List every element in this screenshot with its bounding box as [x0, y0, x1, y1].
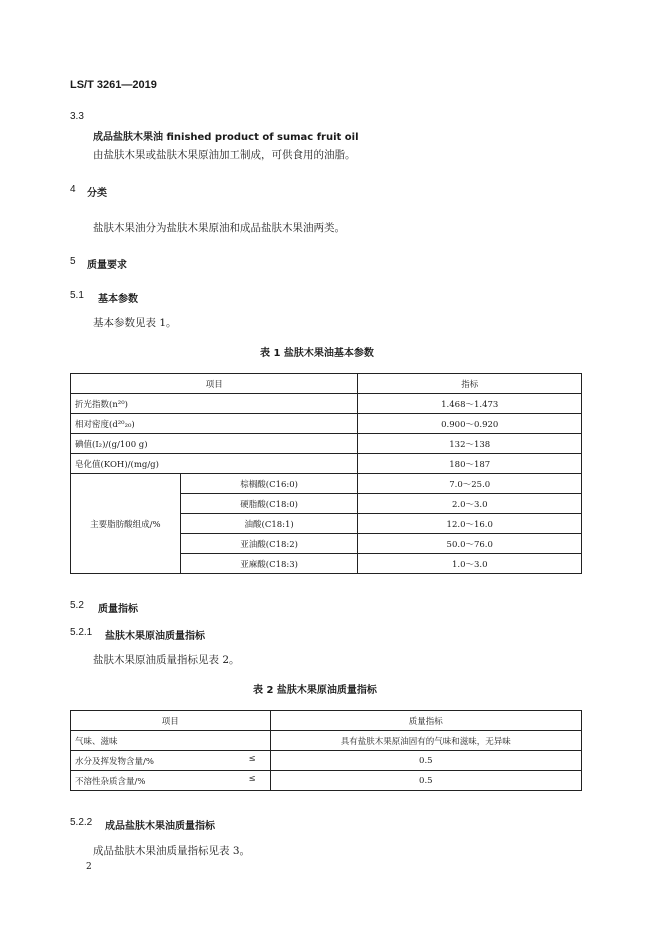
table-cell-value: 1.468～1.473 [358, 394, 582, 414]
section-5-2-number: 5.2 [70, 600, 84, 611]
fatty-acid-group-label: 主要脂肪酸组成/% [71, 474, 181, 574]
table-2-header-row [71, 711, 582, 731]
table-row [71, 394, 582, 414]
table-cell-item: 碘值(I₂)/(g/100 g) [71, 434, 358, 454]
table-row [71, 454, 582, 474]
table-cell-item [71, 751, 271, 771]
section-5-2-2-number: 5.2.2 [70, 817, 93, 828]
table-cell-value: 1.0～3.0 [358, 554, 582, 574]
section-5-1-title: 基本参数 [98, 294, 138, 305]
table-row [71, 434, 582, 454]
section-4-text: 盐肤木果油分为盐肤木果原油和成品盐肤木果油两类。 [93, 222, 345, 234]
table-row [71, 731, 582, 751]
table-row [71, 751, 582, 771]
table-cell-fatty-acid: 亚油酸(C18:2) [180, 534, 358, 554]
section-5-title: 质量要求 [87, 260, 127, 271]
section-5-2-2-title: 成品盐肤木果油质量指标 [105, 821, 215, 832]
standard-code: LS/T 3261—2019 [70, 79, 157, 91]
table-2-caption: 表 2 盐肤木果原油质量指标 [253, 685, 377, 696]
section-5-number: 5 [70, 256, 76, 267]
table-cell-item: 折光指数(n²⁰) [71, 394, 358, 414]
le-symbol: ≤ [248, 774, 256, 784]
section-5-1-text: 基本参数见表 1。 [93, 317, 177, 329]
table-cell-item [71, 731, 271, 751]
table-cell-value: 132～138 [358, 434, 582, 454]
table-row [71, 414, 582, 434]
table-cell-value: 0.900～0.920 [358, 414, 582, 434]
section-5-2-2-text: 成品盐肤木果油质量指标见表 3。 [93, 845, 251, 857]
item-label: 不溶性杂质含量/% [75, 776, 146, 787]
item-label: 水分及挥发物含量/% [75, 756, 154, 767]
table-1-head-value: 指标 [358, 374, 582, 394]
table-cell-value: 180～187 [358, 454, 582, 474]
table-2 [70, 710, 582, 791]
table-cell-item: 相对密度(d²⁰₂₀) [71, 414, 358, 434]
section-3-3-number: 3.3 [70, 111, 84, 122]
section-5-2-title: 质量指标 [98, 604, 138, 615]
table-cell-item [71, 771, 271, 791]
section-4-title: 分类 [87, 188, 107, 199]
section-4-number: 4 [70, 184, 76, 195]
table-cell-value: 0.5 [270, 751, 581, 771]
table-cell-fatty-acid: 油酸(C18:1) [180, 514, 358, 534]
item-label: 气味、滋味 [75, 736, 118, 747]
table-2-head-item: 项目 [71, 711, 271, 731]
table-cell-value: 12.0～16.0 [358, 514, 582, 534]
table-cell-value: 7.0～25.0 [358, 474, 582, 494]
table-row [71, 771, 582, 791]
table-cell-value: 2.0～3.0 [358, 494, 582, 514]
section-5-2-1-text: 盐肤木果原油质量指标见表 2。 [93, 654, 240, 666]
table-cell-item: 皂化值(KOH)/(mg/g) [71, 454, 358, 474]
table-1-header-row [71, 374, 582, 394]
table-1-caption: 表 1 盐肤木果油基本参数 [260, 348, 374, 359]
section-5-1-number: 5.1 [70, 290, 84, 301]
table-cell-fatty-acid: 亚麻酸(C18:3) [180, 554, 358, 574]
table-cell-fatty-acid: 棕榈酸(C16:0) [180, 474, 358, 494]
section-3-3-term: 成品盐肤木果油 finished product of sumac fruit oil [93, 132, 359, 143]
table-cell-fatty-acid: 硬脂酸(C18:0) [180, 494, 358, 514]
section-5-2-1-title: 盐肤木果原油质量指标 [105, 631, 205, 642]
table-1-head-item: 项目 [71, 374, 358, 394]
table-2-head-value: 质量指标 [270, 711, 581, 731]
le-symbol: ≤ [248, 754, 256, 764]
section-3-3-definition: 由盐肤木果或盐肤木果原油加工制成，可供食用的油脂。 [93, 149, 356, 161]
table-cell-value: 0.5 [270, 771, 581, 791]
table-cell-value: 50.0～76.0 [358, 534, 582, 554]
section-5-2-1-number: 5.2.1 [70, 627, 93, 638]
table-1 [70, 373, 582, 574]
table-cell-value: 具有盐肤木果原油固有的气味和滋味，无异味 [270, 731, 581, 751]
table-row [71, 474, 582, 494]
page-number: 2 [86, 862, 92, 872]
